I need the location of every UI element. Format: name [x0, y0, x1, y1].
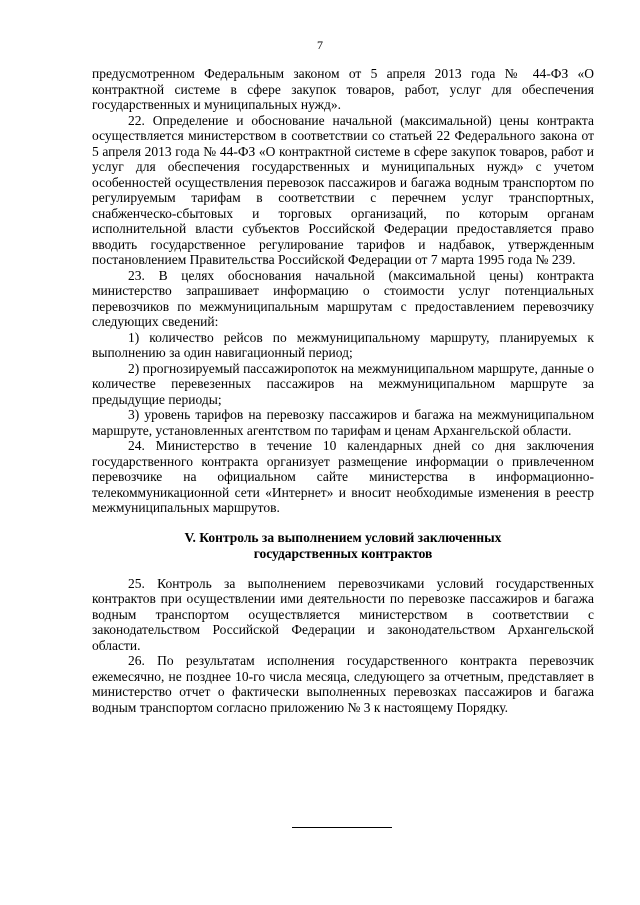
page-number: 7	[317, 38, 323, 52]
end-separator-line	[292, 827, 392, 828]
paragraph-continuation: предусмотренном Федеральным законом от 5 апреля 2013 года № 44-ФЗ «О контрактной системе в сфере закупок товаров, работ, услуг для обеспечения государственных и муниципальных нужд».	[92, 66, 594, 112]
section-heading-line-2: государственных контрактов	[253, 545, 433, 561]
paragraph-24: 24. Министерство в течение 10 календарных дней со дня заключения государственного контракта организует размещение информации о привлеченном перевозчике на официальном сайте министерства в информационно-телекоммуникационной сети «Интернет» и вносит необходимые изменения в реестр межмуниципальных маршрутов.	[92, 438, 594, 515]
list-item-23-3: 3) уровень тарифов на перевозку пассажиров и багажа на межмуниципальном маршруте, установленных агентством по тарифам и ценам Архангельской области.	[92, 407, 594, 438]
section-heading	[92, 530, 594, 562]
list-item-23-1: 1) количество рейсов по межмуниципальному маршруту, планируемых к выполнению за один навигационный период;	[92, 329, 594, 360]
paragraph-25: 25. Контроль за выполнением перевозчиками условий государственных контрактов при осуществлении ими деятельности по перевозке пассажиров и багажа водным транспортом осуществляется министерством в соответствии с законодательством Российской Федерации и законодательством Архангельской области.	[92, 575, 594, 653]
list-item-23-2: 2) прогнозируемый пассажиропоток на межмуниципальном маршруте, данные о количестве перевезенных пассажиров на межмуниципальном маршруте за предыдущие периоды;	[92, 360, 594, 407]
paragraph-23: 23. В целях обоснования начальной (максимальной цены) контракта министерство запрашивает информацию о стоимости услуг потенциальных перевозчиков по межмуниципальным маршрутам с предоставлением перевозчику следующих сведений:	[92, 267, 594, 329]
section-heading-line-1: V. Контроль за выполнением условий заключенных	[184, 529, 502, 545]
document-body	[92, 66, 594, 715]
paragraph-26: 26. По результатам исполнения государственного контракта перевозчик ежемесячно, не позднее 10-го числа месяца, следующего за отчетным, представляет в министерство отчет о фактически выполненных перевозках пассажиров и багажа водным транспортом согласно приложению № 3 к настоящему Порядку.	[92, 653, 594, 715]
paragraph-22: 22. Определение и обоснование начальной (максимальной) цены контракта осуществляется министерством в соответствии со статьей 22 Федерального закона от 5 апреля 2013 года № 44-ФЗ «О контрактной системе в сфере закупок товаров, работ и услуг для обеспечения государственных и муниципальных нужд» с учетом особенностей осуществления перевозок пассажиров и багажа водным транспортом по регулируемым тарифам в соответствии с перечнем услуг транспортных, снабженческо-сбытовых и торговых организаций, по которым органам исполнительной власти субъектов Российской Федерации предоставляется право вводить государственное регулирование тарифов и надбавок, утвержденным постановлением Правительства Российской Федерации от 7 марта 1995 года № 239.	[92, 112, 594, 267]
